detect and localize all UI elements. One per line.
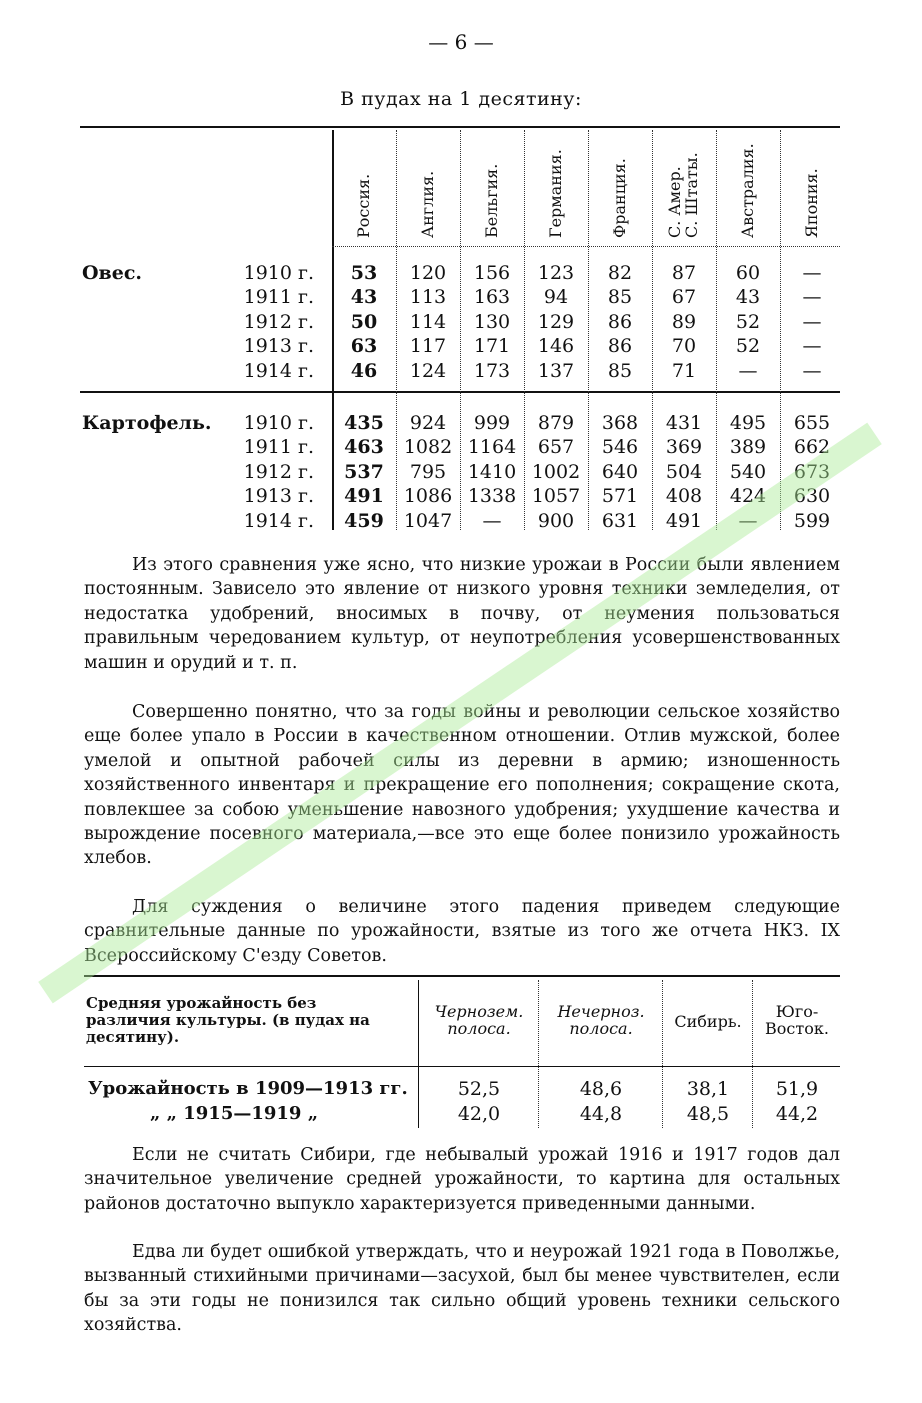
table2-cell: 48,5 xyxy=(686,1103,730,1125)
table-cell: 431 xyxy=(665,412,703,434)
table2-cell: 48,6 xyxy=(579,1078,623,1100)
table-cell: 120 xyxy=(409,262,447,284)
table-cell: 924 xyxy=(409,412,447,434)
table-cell: 999 xyxy=(473,412,511,434)
table-cell: 504 xyxy=(665,460,703,483)
table2-cell: 44,2 xyxy=(775,1103,819,1125)
table-cell: 369 xyxy=(665,436,703,459)
row-year: 1914 г. xyxy=(243,359,314,382)
row-year: 1911 г. xyxy=(243,286,314,309)
country-header: Россия. xyxy=(354,173,373,238)
table-cell: 94 xyxy=(543,286,569,309)
row-year: 1913 г. xyxy=(243,485,314,508)
paragraph-1: Из этого сравнения уже ясно, что низкие урожаи в России были явлением постоянным. Зависело это явление от низкого уровня техники земледелия, от недостатка удобрений, вносимых в почву, от неумения пользоваться правильным чередованием культур, от неупотребления усовершенствованных машин и орудий и т. п. xyxy=(84,555,840,673)
table-cell: 640 xyxy=(601,460,639,483)
table2-cell: 42,0 xyxy=(457,1103,501,1125)
table-cell: 129 xyxy=(537,310,575,333)
column-nechernozem: Нечерноз. полоса. xyxy=(557,1002,645,1038)
table-cell: 491 xyxy=(344,485,384,508)
country-header: С. Амер. С. Штаты. xyxy=(665,152,701,238)
table-cell: 71 xyxy=(671,359,697,382)
table-cell: 60 xyxy=(735,262,761,284)
table-cell: 630 xyxy=(793,485,831,508)
country-header: Англия. xyxy=(418,170,437,238)
table2-row-label: Урожайность в 1909—1913 гг. xyxy=(88,1078,408,1099)
row-group-label: Овес. xyxy=(82,262,143,284)
table-cell: 70 xyxy=(671,335,697,358)
table-cell: 173 xyxy=(473,359,511,382)
table-cell: — xyxy=(482,509,502,532)
table2-cell: 52,5 xyxy=(457,1078,501,1100)
paragraph-2: Совершенно понятно, что за годы войны и революции сельское хозяйство еще более упало в России в качественном отношении. Отлив мужской, более умелой и опытной рабочей силы из деревни в армию; изношенность хозяйственного инвентаря и прекращение его пополнения; сокращение скота, повлекшее за собою уменьшение навозного удобрения; ухудшение качества и вырождение посевного материала,—все это еще более понизило урожайность хлебов. xyxy=(84,702,840,869)
table-cell: 86 xyxy=(607,335,633,358)
table-cell: 50 xyxy=(350,310,378,333)
table-cell: 879 xyxy=(537,412,575,434)
table-cell: 46 xyxy=(350,359,378,382)
table-cell: 1047 xyxy=(403,509,453,532)
table-cell: 130 xyxy=(473,310,511,333)
column-siberia: Сибирь. xyxy=(674,1012,742,1031)
table-cell: 171 xyxy=(473,335,511,358)
table-top-rule xyxy=(80,126,840,128)
table-cell: 87 xyxy=(671,262,697,284)
row-year: 1912 г. xyxy=(243,310,314,333)
table-cell: 599 xyxy=(793,509,831,532)
country-header: Япония. xyxy=(802,168,821,238)
table-cell: 368 xyxy=(601,412,639,434)
table-cell: 113 xyxy=(409,286,447,309)
table-cell: 137 xyxy=(537,359,575,382)
country-header: Австралия. xyxy=(738,143,757,238)
table-cell: 156 xyxy=(473,262,511,284)
table-cell: — xyxy=(802,310,822,333)
table-cell: 1164 xyxy=(467,436,517,459)
country-header: Франция. xyxy=(610,158,629,238)
country-header: Германия. xyxy=(546,149,565,238)
row-group-label: Картофель. xyxy=(82,412,212,434)
table-cell: 491 xyxy=(665,509,703,532)
table-cell: 537 xyxy=(344,460,384,483)
table-cell: 1057 xyxy=(531,485,581,508)
row-year: 1910 г. xyxy=(243,412,314,434)
table2-row-label: „ „ 1915—1919 „ xyxy=(150,1103,319,1124)
table-cell: 67 xyxy=(671,286,697,309)
table-cell: 1410 xyxy=(467,460,517,483)
table2-top-rule xyxy=(84,975,840,977)
table-cell: 657 xyxy=(537,436,575,459)
table-cell: 540 xyxy=(729,460,767,483)
table-cell: 463 xyxy=(344,436,384,459)
row-year: 1914 г. xyxy=(243,509,314,532)
table2-cell: 51,9 xyxy=(775,1078,819,1100)
table-cell: 1082 xyxy=(403,436,453,459)
table-cell: 89 xyxy=(671,310,697,333)
header-rule xyxy=(332,246,840,247)
table-cell: 146 xyxy=(537,335,575,358)
table-cell: — xyxy=(738,359,758,382)
table-cell: 1002 xyxy=(531,460,581,483)
table2-cell: 44,8 xyxy=(579,1103,623,1125)
table-cell: 82 xyxy=(607,262,633,284)
table-cell: 435 xyxy=(344,412,384,434)
table-cell: 43 xyxy=(350,286,378,309)
table-cell: 86 xyxy=(607,310,633,333)
table-cell: 631 xyxy=(601,509,639,532)
table-cell: 52 xyxy=(735,335,761,358)
table-cell: 53 xyxy=(350,262,378,284)
paragraph-4: Если не считать Сибири, где небывалый урожай 1916 и 1917 годов дал значительное увеличение средней урожайности, то картина для остальных районов достаточно выпукло характеризуется приведенными данными. xyxy=(84,1145,840,1214)
table2-header-label: Средняя урожайность без различия культуры. (в пудах на десятину). xyxy=(86,994,370,1046)
table-cell: 123 xyxy=(537,262,575,284)
table-cell: 795 xyxy=(409,460,447,483)
table-cell: 117 xyxy=(409,335,447,358)
table-cell: 163 xyxy=(473,286,511,309)
column-south-east: Юго-Восток. xyxy=(765,1002,829,1038)
table-cell: 124 xyxy=(409,359,447,382)
table-cell: 900 xyxy=(537,509,575,532)
table2-cell: 38,1 xyxy=(686,1078,730,1100)
row-year: 1910 г. xyxy=(243,262,314,284)
table-cell: 459 xyxy=(344,509,384,532)
table-cell: — xyxy=(802,262,822,284)
table-cell: 571 xyxy=(601,485,639,508)
table-cell: 673 xyxy=(793,460,831,483)
table-cell: 85 xyxy=(607,286,633,309)
table-cell: — xyxy=(738,509,758,532)
table-cell: — xyxy=(802,286,822,309)
row-year: 1911 г. xyxy=(243,436,314,459)
row-year: 1912 г. xyxy=(243,460,314,483)
table-cell: 114 xyxy=(409,310,447,333)
table2-header-rule xyxy=(84,1066,840,1067)
table-cell: 662 xyxy=(793,436,831,459)
paragraph-5: Едва ли будет ошибкой утверждать, что и неурожай 1921 года в Поволжье, вызванный стихийными причинами—засухой, был бы менее чувствителен, если бы за эти годы не понизился так сильно общий уровень техники сельского хозяйства. xyxy=(84,1242,840,1336)
table-cell: 408 xyxy=(665,485,703,508)
column-chernozem: Чернозем. полоса. xyxy=(434,1002,524,1038)
table-cell: 1086 xyxy=(403,485,453,508)
table-caption: В пудах на 1 десятину: xyxy=(340,88,582,110)
row-year: 1913 г. xyxy=(243,335,314,358)
table-cell: 389 xyxy=(729,436,767,459)
paragraph-3: Для суждения о величине этого падения приведем следующие сравнительные данные по урожайности, взятые из того же отчета НКЗ. IX Всероссийскому С'езду Советов. xyxy=(84,897,840,966)
table-cell: 495 xyxy=(729,412,767,434)
country-header: Бельгия. xyxy=(482,163,501,238)
table-cell: 52 xyxy=(735,310,761,333)
table-cell: 63 xyxy=(350,335,378,358)
table-cell: 546 xyxy=(601,436,639,459)
table-cell: — xyxy=(802,335,822,358)
table-cell: 85 xyxy=(607,359,633,382)
page-number: — 6 — xyxy=(428,30,494,54)
table-cell: 43 xyxy=(735,286,761,309)
table-cell: 1338 xyxy=(467,485,517,508)
table-cell: 424 xyxy=(729,485,767,508)
table-cell: — xyxy=(802,359,822,382)
table-cell: 655 xyxy=(793,412,831,434)
